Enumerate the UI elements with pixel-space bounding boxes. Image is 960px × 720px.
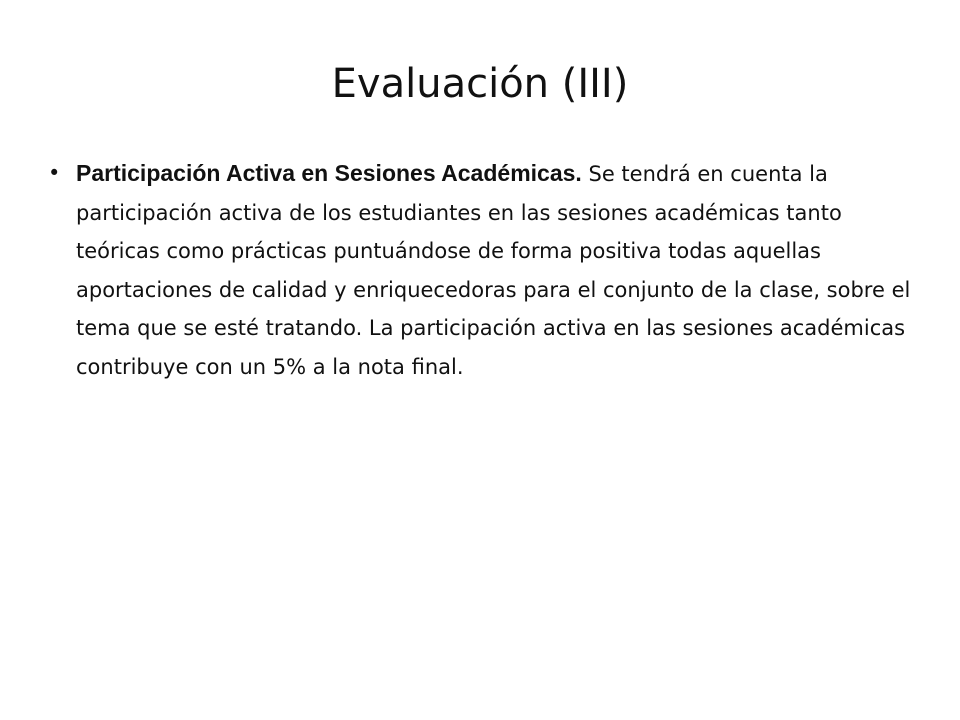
bullet-list bbox=[48, 154, 928, 386]
slide-title: Evaluación (III) bbox=[331, 61, 629, 107]
bullet-body-text: Se tendrá en cuenta la participación activa de los estudiantes en las sesiones académicas tanto teóricas como prácticas puntuándose de forma positiva todas aquellas aportaciones de calidad y enriquecedoras para el conjunto de la clase, sobre el tema que se esté tratando. La participación activa en las sesiones académicas contribuye con un 5% a la nota final. bbox=[76, 162, 911, 379]
bullet-item bbox=[48, 154, 928, 386]
bullet-lead-text: Participación Activa en Sesiones Académicas. bbox=[76, 160, 582, 186]
bullet-icon: • bbox=[48, 161, 61, 185]
